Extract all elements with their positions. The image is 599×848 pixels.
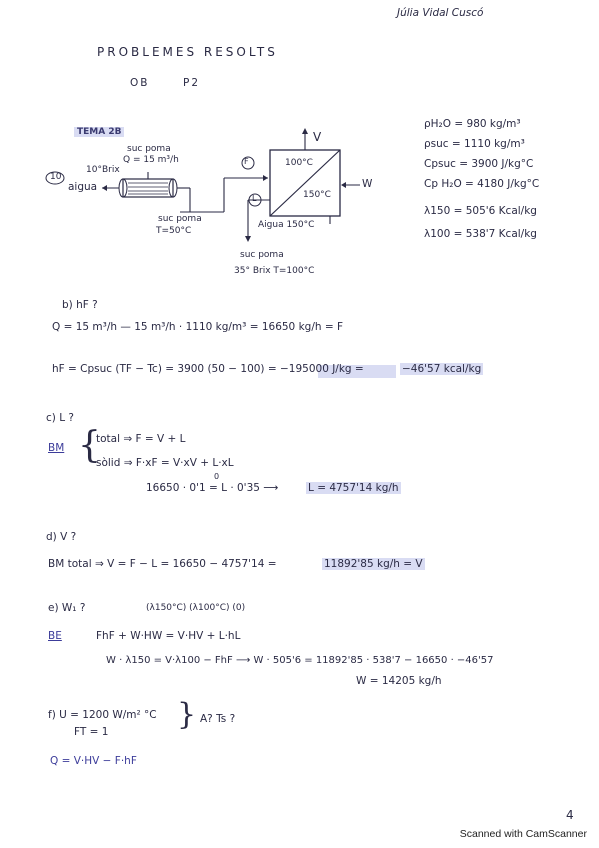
correction-factor: FT = 1 [74, 726, 109, 738]
brix-in-label: 10°Brix [86, 165, 120, 175]
vapor-label: V [313, 130, 322, 144]
condensate-label: Aigua 150°C [258, 220, 315, 230]
part-c-calc: 16650 · 0'1 = L · 0'35 ⟶ [146, 482, 279, 494]
part-b-enthalpy-calc: hF = Cpsuc (TF − Tc) = 3900 (50 − 100) = −195000 J/kg = [52, 363, 364, 375]
part-b-result: −46'57 kcal/kg [402, 363, 482, 375]
juice-out-label: suc poma [240, 250, 284, 260]
part-d-heading: d) V ? [46, 531, 77, 543]
part-f-heading: f) U = 1200 W/m² °C [48, 709, 157, 721]
part-c-heading: c) L ? [46, 412, 74, 424]
part-f-question: A? Ts ? [200, 713, 236, 725]
part-d-calc: BM total ⇒ V = F − L = 16650 − 4757'14 = [48, 558, 277, 570]
page-number: 4 [566, 808, 574, 822]
energy-balance-label: BE [48, 630, 62, 642]
heat-equation: Q = V·HV − F·hF [50, 755, 137, 767]
cp-water: Cp H₂O = 4180 J/kg°C [424, 178, 540, 190]
cp-juice: Cpsuc = 3900 J/kg°C [424, 158, 534, 170]
scanner-watermark: Scanned with CamScanner [459, 828, 587, 840]
part-e-heading: e) W₁ ? [48, 602, 86, 614]
lambda-100: λ100 = 538'7 Kcal/kg [424, 228, 537, 240]
f-stream-label: F [244, 157, 249, 166]
water-out-label: aigua [68, 181, 98, 193]
part-d-result: 11892'85 kg/h = V [324, 558, 423, 570]
flow-rate-label: Q = 15 m³/h [123, 155, 179, 165]
subtitle-ob: OB [130, 77, 150, 89]
temp-100-label: 100°C [285, 158, 313, 168]
lambda-150: λ150 = 505'6 Kcal/kg [424, 205, 537, 217]
part-b-heading: b) hF ? [62, 299, 98, 311]
density-water: ρH₂O = 980 kg/m³ [424, 118, 521, 130]
brace-f: } [177, 697, 197, 732]
part-e-calc: W · λ150 = V·λ100 − FhF ⟶ W · 505'6 = 11892'85 · 538'7 − 16650 · −46'57 [106, 655, 494, 666]
brace: { [78, 425, 101, 466]
juice-in-label: suc poma [127, 144, 171, 154]
l-stream-label: L [252, 194, 257, 203]
juice-mid-temp: T=50°C [156, 226, 192, 236]
topic-badge: TEMA 2B [74, 119, 124, 138]
temp-150-label: 150°C [303, 190, 331, 200]
mass-balance-label: BM [48, 442, 65, 454]
part-e-result: W = 14205 kg/h [356, 675, 442, 687]
total-balance: total ⇒ F = V + L [96, 433, 186, 445]
solid-balance: sòlid ⇒ F·xF = V·xV + L·xL [96, 457, 234, 469]
page-title: PROBLEMES RESOLTS [97, 45, 278, 59]
steam-label: W [362, 178, 373, 190]
part-c-result: L = 4757'14 kg/h [308, 482, 399, 494]
juice-out-conditions: 35° Brix T=100°C [234, 266, 315, 276]
energy-balance-eq: FhF + W·HW = V·HV + L·hL [96, 630, 241, 642]
part-e-annotations: (λ150°C) (λ100°C) (0) [146, 603, 246, 613]
subtitle-p2: P2 [183, 77, 201, 89]
part-b-flow-calc: Q = 15 m³/h — 15 m³/h · 1110 kg/m³ = 16650 kg/h = F [52, 321, 344, 333]
problem-number: 10 [50, 172, 62, 182]
density-juice: ρsuc = 1110 kg/m³ [424, 138, 525, 150]
juice-mid-label: suc poma [158, 214, 202, 224]
zero-mark: 0 [214, 472, 220, 481]
author-name: Júlia Vidal Cuscó [397, 7, 484, 19]
